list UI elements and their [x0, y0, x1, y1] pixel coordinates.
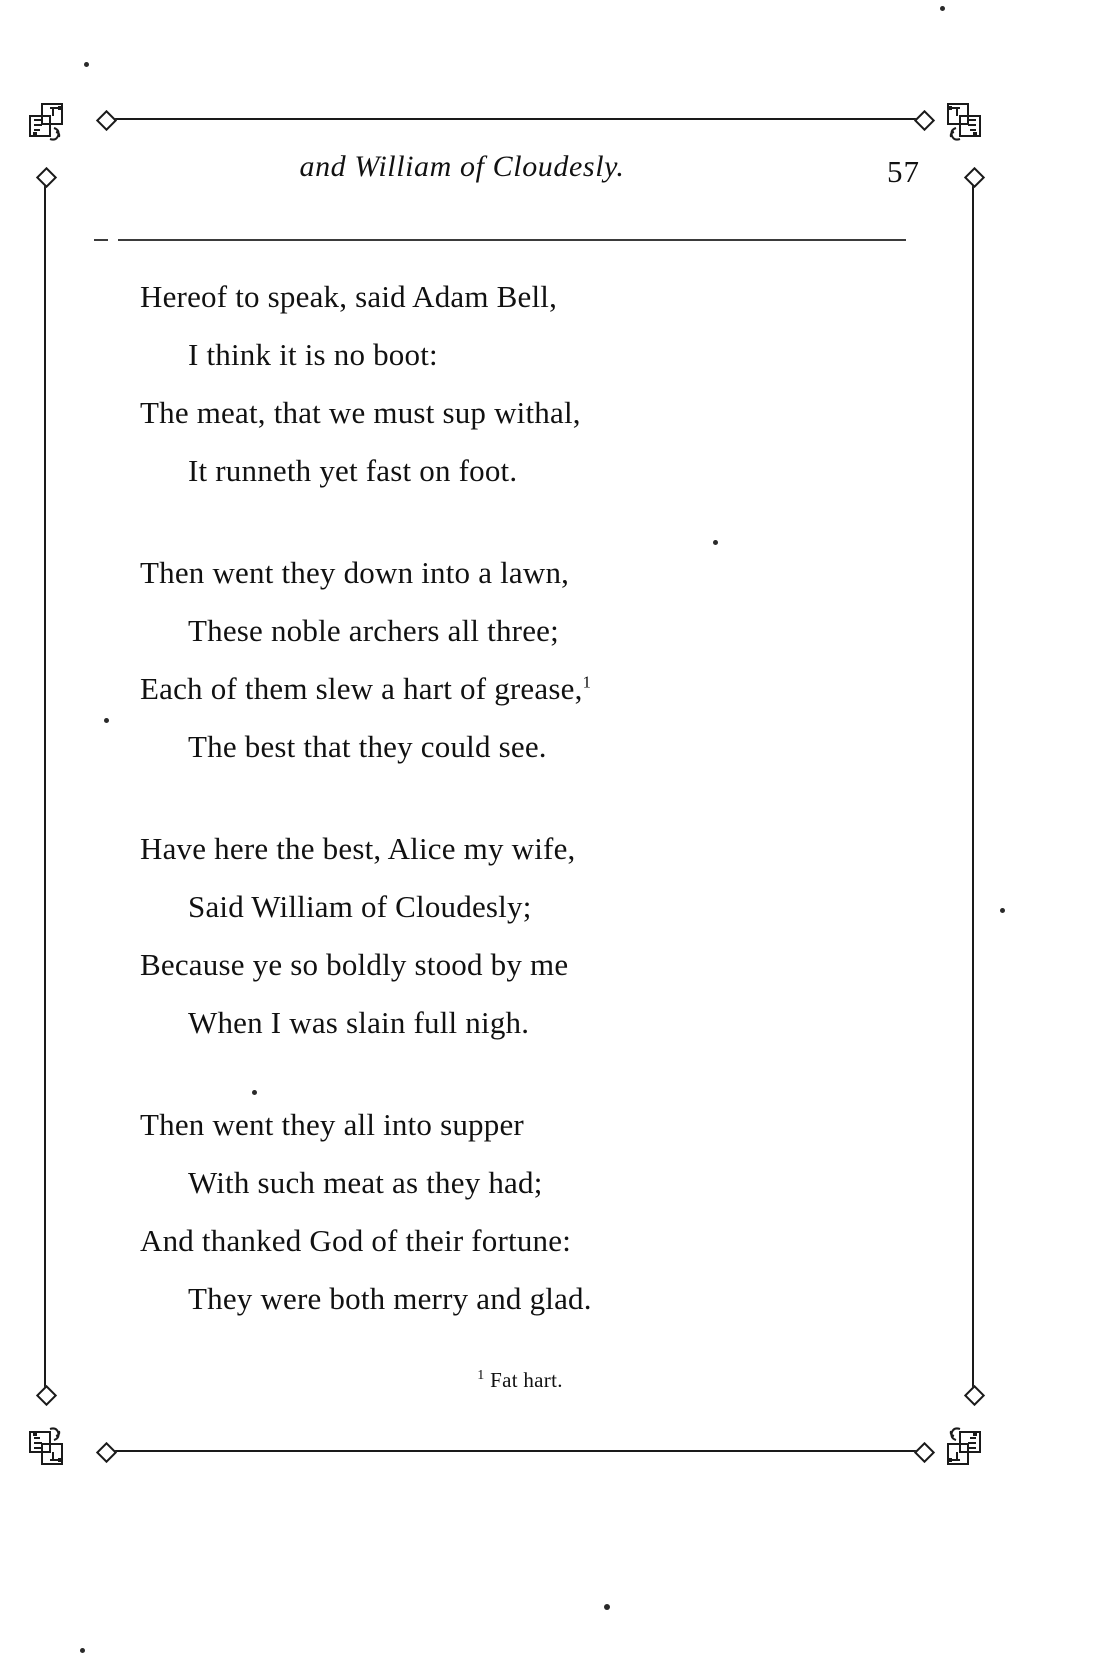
corner-ornament-icon: [20, 1412, 82, 1474]
poem-stanza: [140, 544, 900, 776]
border-right-rule: [972, 176, 974, 1394]
header-divider: [118, 239, 906, 241]
print-speck: [80, 1648, 85, 1653]
poem-line: They were both merry and glad.: [188, 1281, 592, 1316]
poem-line: Then went they all into supper: [140, 1107, 524, 1142]
poem-line: Each of them slew a hart of grease,$^1$: [140, 671, 592, 706]
border-left-rule: [44, 176, 46, 1394]
poem-line: I think it is no boot:: [188, 337, 438, 372]
diamond-ornament-icon: [964, 167, 985, 188]
border-bottom-rule: [104, 1450, 928, 1452]
poem-line: When I was slain full nigh.: [188, 1005, 530, 1040]
poem-line: Then went they down into a lawn,: [140, 555, 570, 590]
poem-line: Said William of Cloudesly;: [188, 889, 532, 924]
border-top-rule: [104, 118, 928, 120]
running-head: and William of Cloudesly.: [299, 150, 625, 183]
diamond-ornament-icon: [96, 110, 117, 131]
poem-body: [140, 268, 900, 1328]
poem-line: Have here the best, Alice my wife,: [140, 831, 576, 866]
print-speck: [1000, 908, 1005, 913]
poem-line: It runneth yet fast on foot.: [188, 453, 518, 488]
poem-stanza: [140, 820, 900, 1052]
diamond-ornament-icon: [36, 1385, 57, 1406]
corner-ornament-icon: [928, 94, 990, 156]
footnote-marker: 1: [477, 1368, 485, 1383]
footnote: [140, 1368, 900, 1393]
poem-line: With such meat as they had;: [188, 1165, 543, 1200]
page-header: [112, 150, 920, 210]
diamond-ornament-icon: [96, 1442, 117, 1463]
print-speck: [84, 62, 89, 67]
poem-stanza: [140, 1096, 900, 1328]
page-number: 57: [887, 154, 920, 189]
corner-ornament-icon: [20, 94, 82, 156]
footnote-reference[interactable]: 1: [582, 672, 592, 692]
footnote-text: Fat hart.: [490, 1368, 563, 1392]
poem-stanza: [140, 268, 900, 500]
print-speck: [940, 6, 945, 11]
poem-line: These noble archers all three;: [188, 613, 559, 648]
diamond-ornament-icon: [964, 1385, 985, 1406]
diamond-ornament-icon: [36, 167, 57, 188]
print-speck: [604, 1604, 610, 1610]
poem-line: Hereof to speak, said Adam Bell,: [140, 279, 558, 314]
poem-line: And thanked God of their fortune:: [140, 1223, 572, 1258]
poem-line: Because ye so boldly stood by me: [140, 947, 569, 982]
poem-line: The meat, that we must sup withal,: [140, 395, 581, 430]
corner-ornament-icon: [928, 1412, 990, 1474]
poem-line: The best that they could see.: [188, 729, 547, 764]
